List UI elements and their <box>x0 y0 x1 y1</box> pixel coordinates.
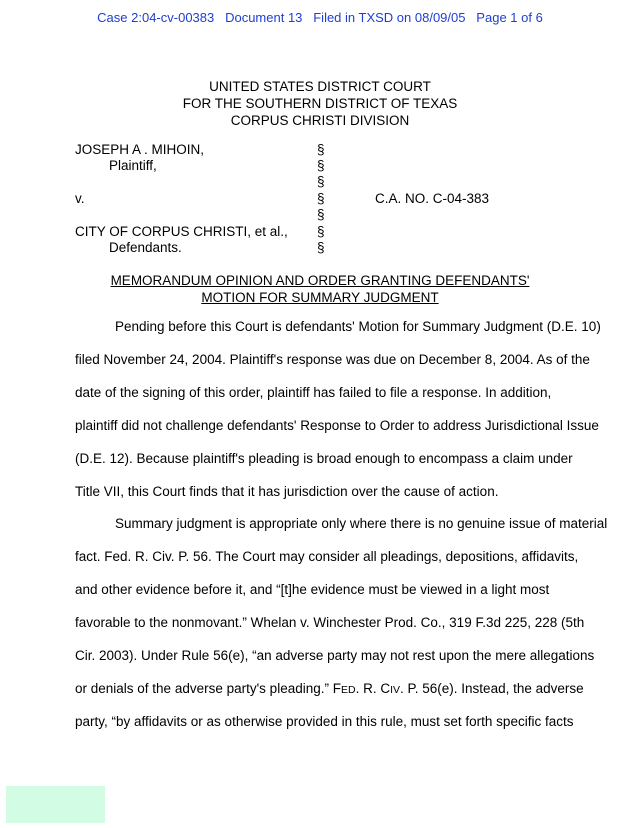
paragraph-line: plaintiff did not challenge defendants' Response to Order to address Jurisdictional Issue <box>75 418 599 433</box>
caption-row <box>75 207 575 223</box>
defendant-name: CITY OF CORPUS CHRISTI, et al., <box>75 224 288 239</box>
section-mark: § <box>317 158 325 173</box>
caption-row <box>75 174 575 190</box>
filing-header: Case 2:04-cv-00383 Document 13 Filed in TXSD on 08/09/05 Page 1 of 6 <box>97 10 543 25</box>
paragraph-line <box>75 681 584 696</box>
paragraph-line: Title VII, this Court finds that it has jurisdiction over the cause of action. <box>75 484 499 499</box>
paragraph-line: filed November 24, 2004. Plaintiff's response was due on December 8, 2004. As of the <box>75 352 590 367</box>
court-name-line: UNITED STATES DISTRICT COURT <box>209 79 431 94</box>
case-number: C.A. NO. C-04-383 <box>375 191 490 206</box>
paragraph-line: favorable to the nonmovant.” Whelan v. Winchester Prod. Co., 319 F.3d 225, 228 (5th <box>75 615 585 630</box>
section-mark: § <box>317 142 325 157</box>
small-caps-run: IV <box>390 684 401 696</box>
defendant-role: Defendants. <box>109 240 182 255</box>
versus-label: v. <box>75 191 85 206</box>
paragraph-line: party, “by affidavits or as otherwise provided in this rule, must set forth specific facts <box>75 714 574 729</box>
court-heading <box>0 78 640 129</box>
small-caps-run: ED <box>340 684 356 696</box>
paragraph-line: (D.E. 12). Because plaintiff's pleading is broad enough to encompass a claim under <box>75 451 573 466</box>
caption-row <box>75 191 575 207</box>
plaintiff-role: Plaintiff, <box>109 158 157 173</box>
caption-row <box>75 142 575 158</box>
section-mark: § <box>317 207 325 222</box>
paragraph-line: and other evidence before it, and “[t]he evidence must be viewed in a light most <box>75 582 550 597</box>
memo-title-line: MEMORANDUM OPINION AND ORDER GRANTING DEFENDANTS' <box>110 273 530 288</box>
plaintiff-name: JOSEPH A . MIHOIN, <box>75 142 205 157</box>
text-run: . P. 56(e). Instead, the adverse <box>400 681 584 696</box>
paragraph-line: date of the signing of this order, plaintiff has failed to file a response. In addition, <box>75 385 552 400</box>
section-mark: § <box>317 191 325 206</box>
court-division-line: CORPUS CHRISTI DIVISION <box>230 113 410 128</box>
memo-title <box>0 272 640 306</box>
paragraph-line: Summary judgment is appropriate only where there is no genuine issue of material <box>115 516 608 531</box>
text-run: or denials of the adverse party's pleading.” F <box>75 681 341 696</box>
caption-row <box>75 224 575 240</box>
section-mark: § <box>317 174 325 189</box>
caption-row <box>75 158 575 174</box>
memo-title-line: MOTION FOR SUMMARY JUDGMENT <box>201 290 439 305</box>
caption-row <box>75 240 575 256</box>
court-district-line: FOR THE SOUTHERN DISTRICT OF TEXAS <box>182 96 458 111</box>
section-mark: § <box>317 224 325 239</box>
paragraph-line: Pending before this Court is defendants' Motion for Summary Judgment (D.E. 10) <box>115 319 601 334</box>
section-mark: § <box>317 240 325 255</box>
highlight-stamp <box>6 786 105 823</box>
paragraph-line: Cir. 2003). Under Rule 56(e), “an adverse party may not rest upon the mere allegations <box>75 648 595 663</box>
paragraph-line: fact. Fed. R. Civ. P. 56. The Court may consider all pleadings, depositions, affidavits, <box>75 549 579 564</box>
text-run: . R. C <box>355 681 391 696</box>
